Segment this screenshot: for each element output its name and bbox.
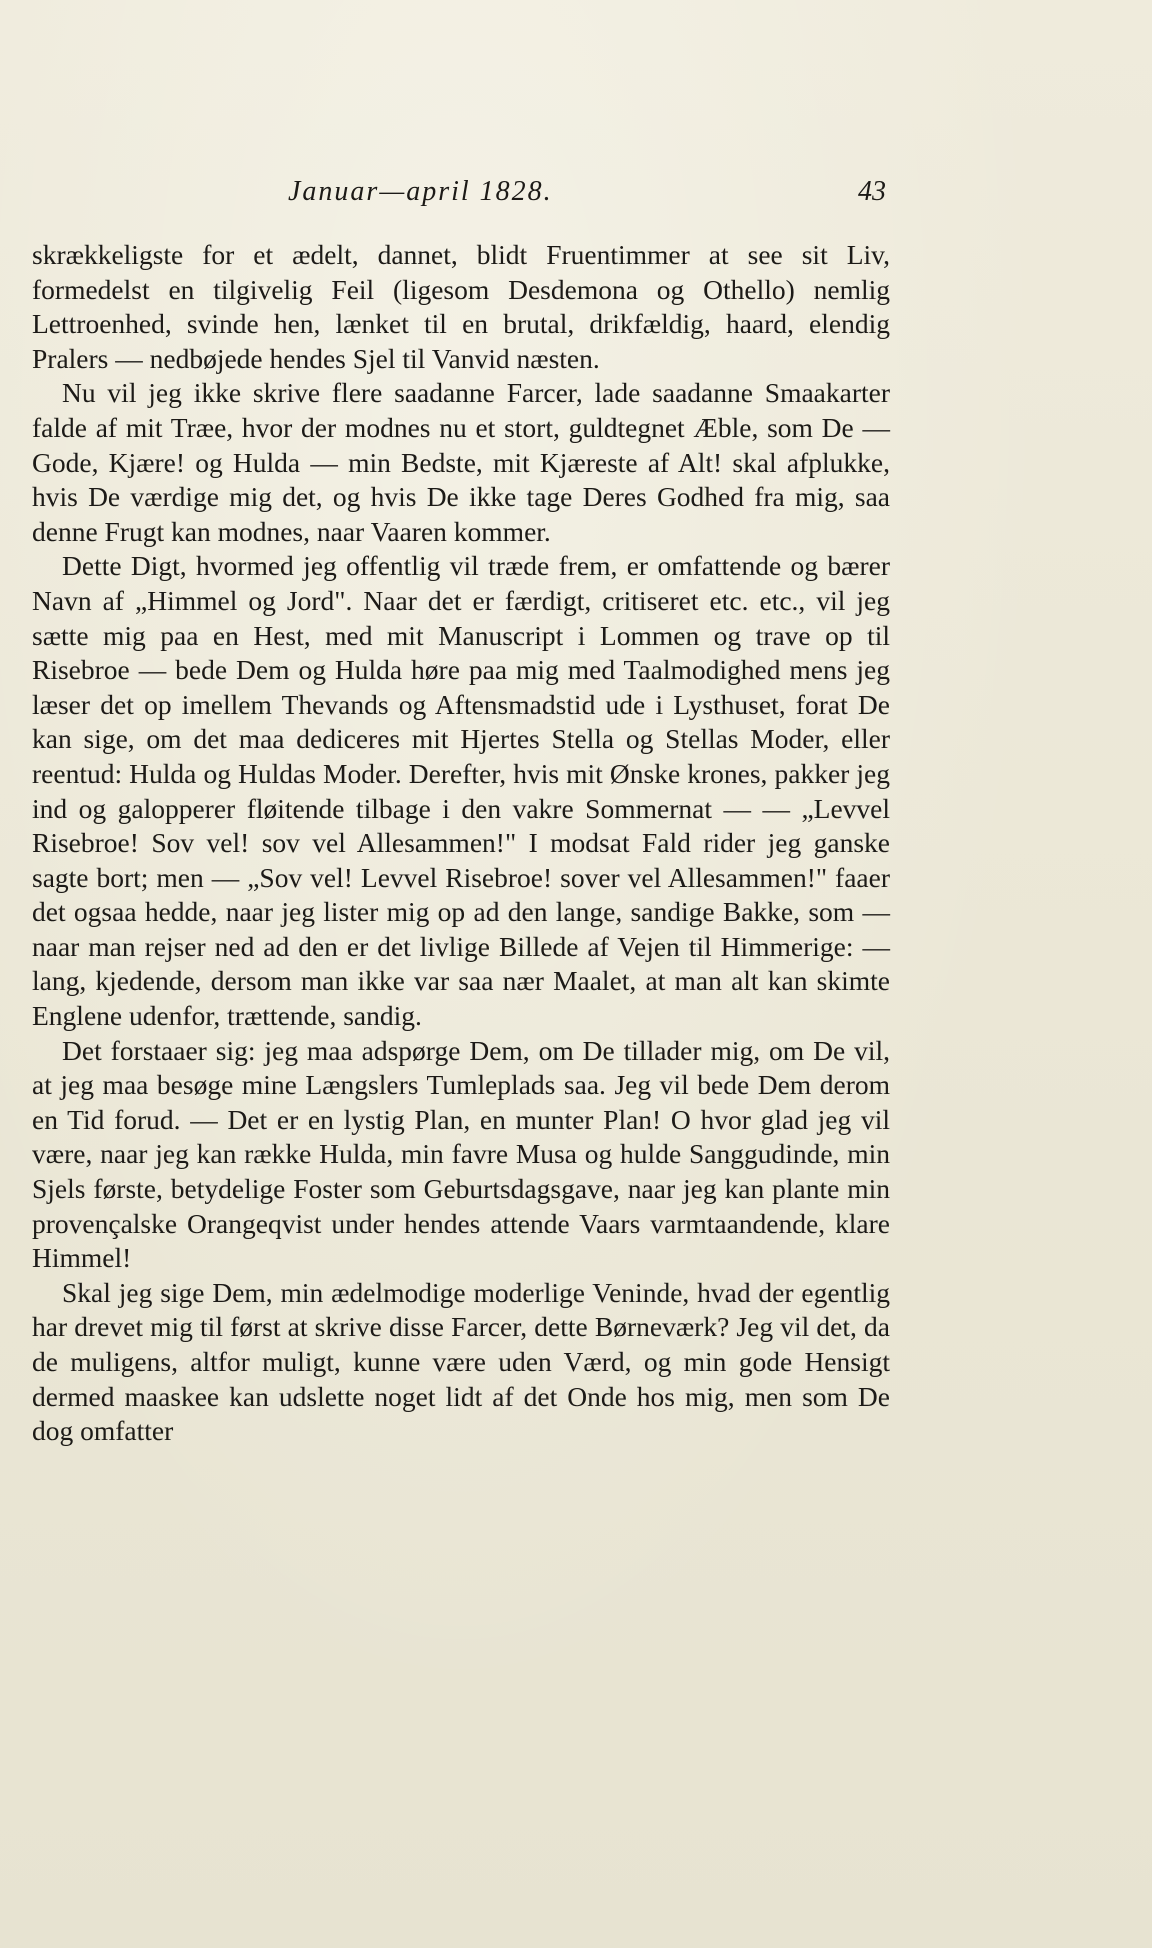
page-header — [36, 172, 886, 212]
running-title: Januar—april 1828. — [288, 176, 553, 207]
paragraph: Nu vil jeg ikke skrive flere saadanne Farcer, lade saadanne Smaakarter falde af mit Træe, hvor der modnes nu et stort, guldtegnet Æble, som De — Gode, Kjære! og Hulda — min Bedste, mit Kjæreste af Alt! skal afplukke, hvis De værdige mig det, og hvis De ikke tage Deres Godhed fra mig, saa denne Frugt kan modnes, naar Vaaren kommer. — [32, 377, 890, 547]
paragraph: Dette Digt, hvormed jeg offentlig vil træde frem, er omfattende og bærer Navn af „Himmel og Jord". Naar det er færdigt, critiseret etc. etc., vil jeg sætte mig paa en Hest, med mit Manuscript i Lommen og trave op til Risebroe — bede Dem og Hulda høre paa mig med Taalmodighed mens jeg læser det op imellem Thevands og Aftensmadstid ude i Lysthuset, forat De kan sige, om det maa dediceres mit Hjertes Stella og Stellas Moder, eller reentud: Hulda og Huldas Moder. Derefter, hvis mit Ønske krones, pakker jeg ind og galopperer fløitende tilbage i den vakre Sommernat — — „Levvel Risebroe! Sov vel! sov vel Allesammen!" I modsat Fald rider jeg ganske sagte bort; men — „Sov vel! Levvel Risebroe! sover vel Allesammen!" faaer det ogsaa hedde, naar jeg lister mig op ad den lange, sandige Bakke, som — naar man rejser ned ad den er det livlige Billede af Vejen til Himmerige: — lang, kjedende, dersom man ikke var saa nær Maalet, at man alt kan skimte Englene udenfor, trættende, sandig. — [32, 550, 890, 1032]
body-text — [32, 238, 890, 1449]
paragraph: Det forstaaer sig: jeg maa adspørge Dem, om De tillader mig, om De vil, at jeg maa besøge mine Længslers Tumleplads saa. Jeg vil bede Dem derom en Tid forud. — Det er en lystig Plan, en munter Plan! O hvor glad jeg vil være, naar jeg kan række Hulda, min favre Musa og hulde Sanggudinde, min Sjels første, betydelige Foster som Geburtsdagsgave, naar jeg kan plante min provençalske Orangeqvist under hendes attende Vaars varmtaandende, klare Himmel! — [32, 1034, 890, 1274]
page-number: 43 — [858, 176, 886, 207]
paragraph: Skal jeg sige Dem, min ædelmodige moderlige Veninde, hvad der egentlig har drevet mig til først at skrive disse Farcer, dette Børneværk? Jeg vil det, da de muligens, altfor muligt, kunne være uden Værd, og min gode Hensigt dermed maaskee kan udslette noget lidt af det Onde hos mig, men som De dog omfatter — [32, 1276, 890, 1447]
paragraph-continued: skrækkeligste for et ædelt, dannet, blidt Fruentimmer at see sit Liv, formedelst en tilgivelig Feil (ligesom Desdemona og Othello) nemlig Lettroenhed, svinde hen, lænket til en brutal, drikfældig, haard, elendig Pralers — nedbøjede hendes Sjel til Vanvid næsten. — [32, 239, 890, 374]
